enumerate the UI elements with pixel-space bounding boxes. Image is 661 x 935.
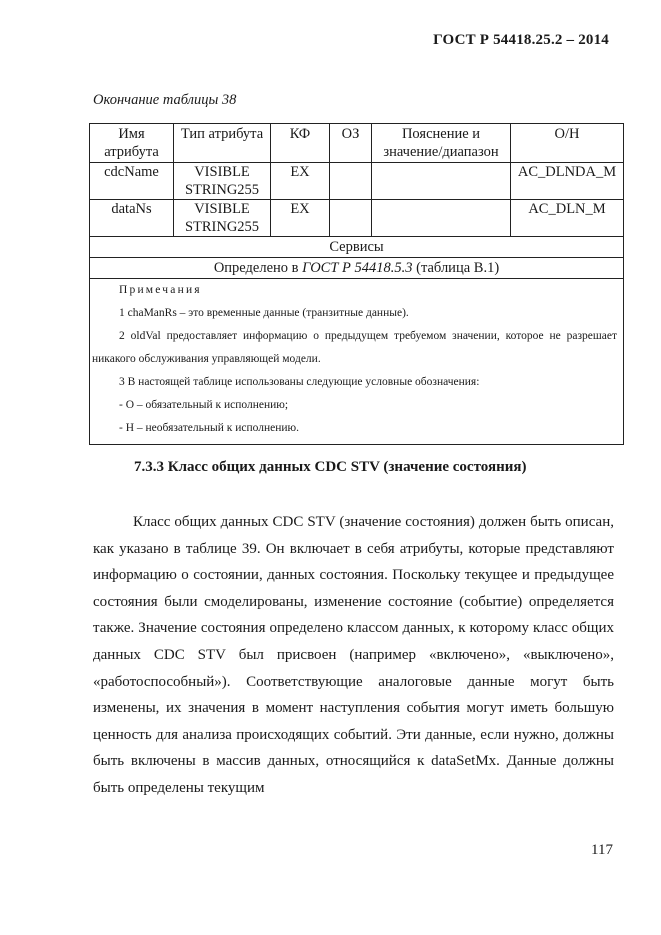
column-header: Тип атрибута xyxy=(174,124,271,163)
table-caption: Окончание таблицы 38 xyxy=(93,92,237,108)
cell-trg xyxy=(330,163,372,200)
note-item: 2 oldVal предоставляет информацию о предыдущем требуемом значении, которое не разрешает никакого обслуживания управляющей модели. xyxy=(92,330,617,365)
defined-suffix: (таблица В.1) xyxy=(412,260,500,276)
page-number: 117 xyxy=(591,842,613,858)
cell-description xyxy=(372,200,511,237)
note-item: 1 chaManRs – это временные данные (транзитные данные). xyxy=(119,307,409,319)
cell-description xyxy=(372,163,511,200)
note-item: - Н – необязательный к исполнению. xyxy=(119,422,299,434)
defined-prefix: Определено в xyxy=(213,260,303,276)
note-item: - О – обязательный к исполнению; xyxy=(119,399,289,411)
defined-in xyxy=(90,258,624,279)
notes-block xyxy=(90,279,624,445)
table-row xyxy=(90,163,624,200)
column-header: Имя атрибута xyxy=(90,124,174,163)
column-header: ОЗ xyxy=(330,124,372,163)
cell-trg xyxy=(330,200,372,237)
cell-attr-type: VISIBLE STRING255 xyxy=(174,163,271,200)
column-header: КФ xyxy=(271,124,330,163)
cell-fc: EX xyxy=(271,200,330,237)
note-item: 3 В настоящей таблице использованы следующие условные обозначения: xyxy=(119,376,480,388)
column-header: Пояснение и значение/диапазон xyxy=(372,124,511,163)
section-body: Класс общих данных CDC STV (значение состояния) должен быть описан, как указано в таблице 39. Он включает в себя атрибуты, которые представляют информацию о состоянии, данных состояния. Поскольку текущее и предыдущее состояния были смоделированы, изменение состояние (событие) определяется также. Значение состояния определено классом данных, к которому класс общих данных CDC STV был присвоен (например «включено», «выключено», «работоспособный»). Соответствующие аналоговые данные могут быть изменены, их значения в момент наступления события могут иметь большую ценность для анализа происходящих событий. Эти данные, если нужно, должны быть включены в массив данных, относящийся к dataSetMx. Данные должны быть определены текущим xyxy=(93,514,614,796)
table-header-row xyxy=(90,124,624,163)
standard-header: ГОСТ Р 54418.25.2 – 2014 xyxy=(433,32,609,48)
cell-mo: AC_DLN_M xyxy=(511,200,624,237)
notes-title: Примечания xyxy=(119,284,202,296)
attribute-table xyxy=(89,123,624,445)
column-header: О/Н xyxy=(511,124,624,163)
defined-row xyxy=(90,258,624,279)
cell-fc: EX xyxy=(271,163,330,200)
notes-row xyxy=(90,279,624,445)
section-heading: 7.3.3 Класс общих данных CDC STV (значение состояния) xyxy=(134,459,527,475)
services-row xyxy=(90,237,624,258)
cell-attr-name: dataNs xyxy=(90,200,174,237)
cell-attr-type: VISIBLE STRING255 xyxy=(174,200,271,237)
services-label: Сервисы xyxy=(90,237,624,258)
table-row xyxy=(90,200,624,237)
cell-mo: AC_DLNDA_M xyxy=(511,163,624,200)
cell-attr-name: cdcName xyxy=(90,163,174,200)
defined-standard-ref: ГОСТ Р 54418.5.3 xyxy=(302,260,413,276)
